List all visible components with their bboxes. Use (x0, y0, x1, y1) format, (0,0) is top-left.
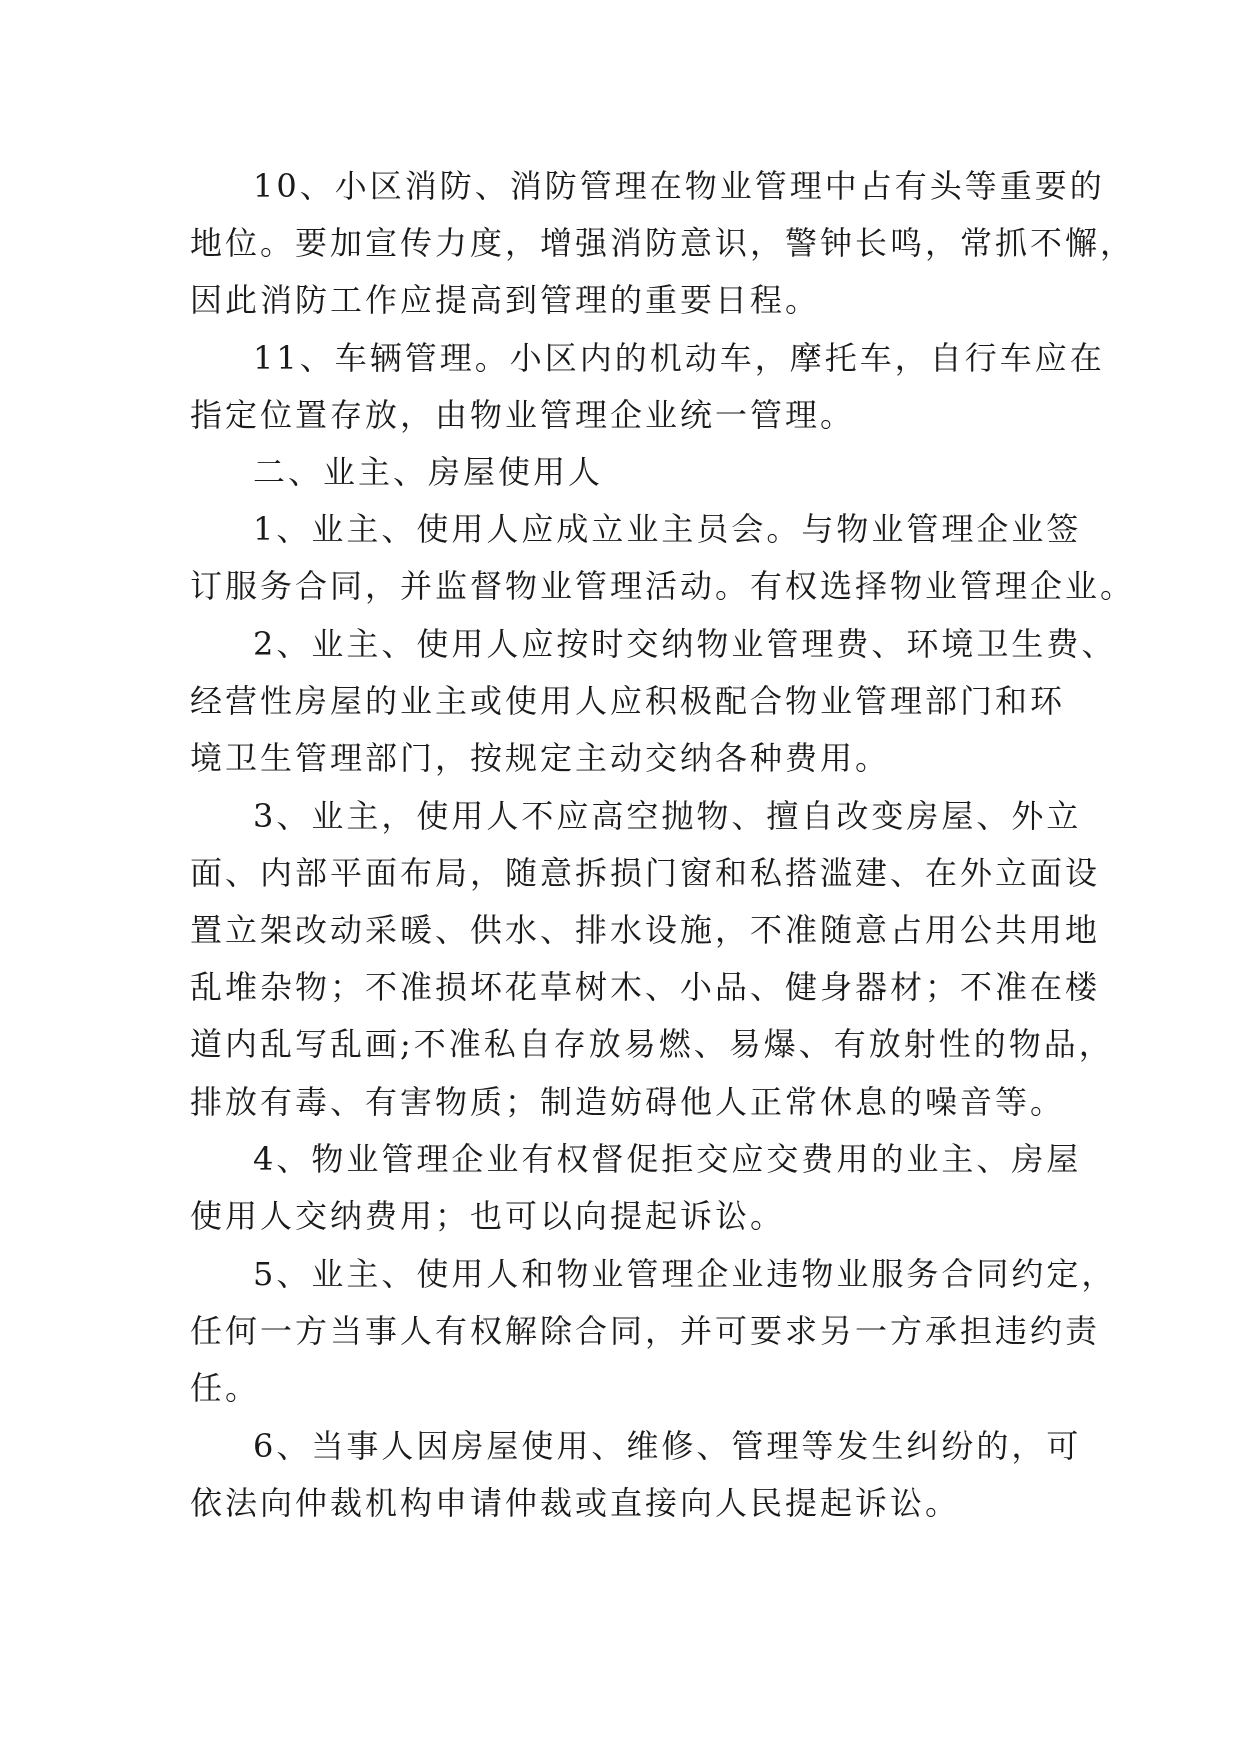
paragraph-5-line-3: 任。 (190, 1369, 261, 1407)
section-heading-owners: 二、业主、房屋使用人 (253, 453, 604, 491)
paragraph-10-line-2: 地位。要加宣传力度，增强消防意识，警钟长鸣，常抓不懈， (190, 224, 1136, 262)
paragraph-3-line-5: 道内乱写乱画;不准私自存放易燃、易爆、有放射性的物品， (190, 1025, 1114, 1063)
paragraph-6-line-2: 依法向仲裁机构申请仲裁或直接向人民提起诉讼。 (190, 1484, 961, 1522)
paragraph-11-line-2: 指定位置存放，由物业管理企业统一管理。 (190, 396, 856, 434)
paragraph-2-line-3: 境卫生管理部门，按规定主动交纳各种费用。 (190, 739, 891, 777)
paragraph-3-line-1: 3、业主，使用人不应高空抛物、擅自改变房屋、外立 (253, 797, 1082, 835)
paragraph-11-line-1: 11、车辆管理。小区内的机动车，摩托车，自行车应在 (253, 339, 1105, 377)
paragraph-1-line-1: 1、业主、使用人应成立业主员会。与物业管理企业签 (253, 510, 1082, 548)
paragraph-3-line-6: 排放有毒、有害物质；制造妨碍他人正常休息的噪音等。 (190, 1083, 1066, 1121)
paragraph-2-line-2: 经营性房屋的业主或使用人应积极配合物业管理部门和环 (190, 682, 1066, 720)
paragraph-3-line-2: 面、内部平面布局，随意拆损门窗和私搭滥建、在外立面设 (190, 854, 1101, 892)
paragraph-5-line-1: 5、业主、使用人和物业管理企业违物业服务合同约定， (253, 1255, 1117, 1293)
paragraph-4-line-2: 使用人交纳费用；也可以向提起诉讼。 (190, 1197, 786, 1235)
paragraph-3-line-3: 置立架改动采暖、供水、排水设施，不准随意占用公共用地 (190, 911, 1101, 949)
paragraph-2-line-1: 2、业主、使用人应按时交纳物业管理费、环境卫生费、 (253, 625, 1117, 663)
paragraph-5-line-2: 任何一方当事人有权解除合同，并可要求另一方承担违约责 (190, 1312, 1101, 1350)
paragraph-4-line-1: 4、物业管理企业有权督促拒交应交费用的业主、房屋 (253, 1140, 1082, 1178)
paragraph-10-line-1: 10、小区消防、消防管理在物业管理中占有头等重要的 (253, 167, 1105, 205)
paragraph-3-line-4: 乱堆杂物；不准损坏花草树木、小品、健身器材；不准在楼 (190, 968, 1101, 1006)
paragraph-6-line-1: 6、当事人因房屋使用、维修、管理等发生纠纷的，可 (253, 1427, 1082, 1465)
paragraph-1-line-2: 订服务合同，并监督物业管理活动。有权选择物业管理企业。 (190, 567, 1136, 605)
paragraph-10-line-3: 因此消防工作应提高到管理的重要日程。 (190, 281, 821, 319)
